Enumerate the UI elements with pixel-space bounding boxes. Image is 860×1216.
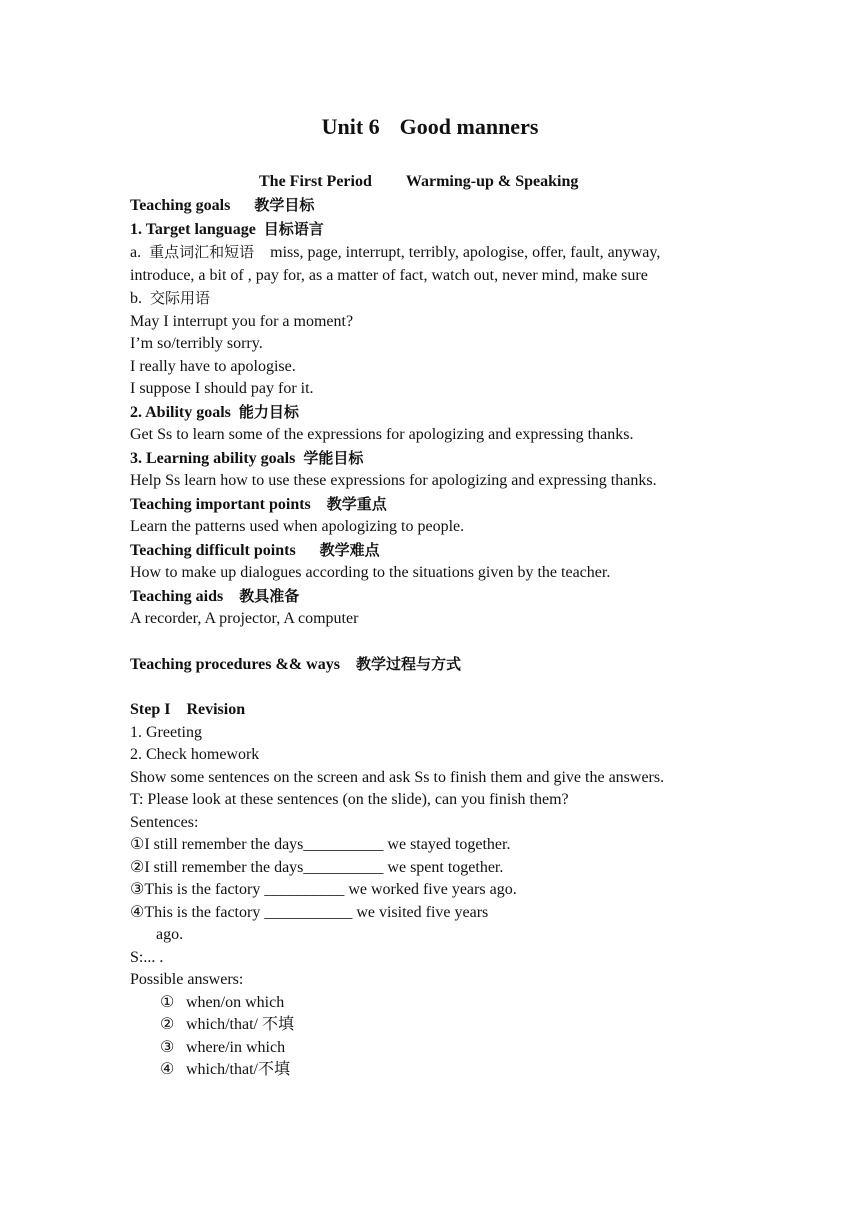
lesson-content	[130, 194, 740, 1082]
answer-text: when/on which	[186, 993, 285, 1011]
document-title	[0, 114, 860, 140]
expressions-label: 交际用语	[150, 289, 211, 307]
expression-line: I really have to apologise.	[130, 357, 296, 375]
heading-en: 3. Learning ability goals	[130, 449, 296, 467]
heading-cn: 学能目标	[303, 448, 364, 467]
teacher-line: T: Please look at these sentences (on the slide), can you finish them?	[130, 791, 569, 808]
heading-cn: 教学重点	[326, 494, 387, 513]
step-heading	[130, 699, 740, 722]
answer-item	[130, 1014, 740, 1037]
answer-text: which/that/ 不填	[186, 1016, 294, 1033]
answer-item	[130, 992, 740, 1015]
answer-number: ②	[160, 1016, 175, 1033]
step-item: 2. Check homework	[130, 746, 260, 763]
expression-line: I’m so/terribly sorry.	[130, 335, 263, 352]
answer-item	[130, 1037, 740, 1060]
vocabulary-line-2	[130, 265, 740, 288]
heading-cn: 目标语言	[263, 219, 324, 238]
ability-goals-text: Get Ss to learn some of the expressions for apologizing and expressing thanks.	[130, 426, 634, 443]
heading-en: 1. Target language	[130, 220, 256, 238]
item-prefix: a.	[130, 244, 142, 261]
period-label: The First Period	[259, 173, 372, 190]
answer-number: ①	[160, 993, 175, 1011]
blank-line	[130, 677, 740, 700]
vocabulary-words: introduce, a bit of , pay for, as a matter of fact, watch out, never mind, make sure	[130, 266, 648, 284]
answer-text: which/that/不填	[186, 1061, 290, 1078]
vocabulary-line	[130, 241, 740, 265]
period-topic: Warming-up & Speaking	[405, 173, 579, 190]
blank-line	[130, 631, 740, 654]
vocabulary-words: miss, page, interrupt, terribly, apologise, offer, fault, anyway,	[270, 244, 661, 261]
sentence-line: ②I still remember the days__________ we spent together.	[130, 858, 504, 876]
heading-en: 2. Ability goals	[130, 403, 231, 421]
ability-goals-heading	[130, 401, 740, 425]
important-points-text: Learn the patterns used when apologizing to people.	[130, 518, 465, 535]
step-number: Step I	[130, 701, 171, 718]
step-item: 1. Greeting	[130, 723, 202, 741]
heading-cn: 能力目标	[238, 402, 299, 421]
difficult-points-text: How to make up dialogues according to the situations given by the teacher.	[130, 564, 611, 581]
learning-goals-heading	[130, 447, 740, 471]
sentence-line: ④This is the factory ___________ we visited five years	[130, 903, 489, 921]
teaching-aids-heading	[130, 585, 740, 609]
important-points-heading	[130, 493, 740, 517]
learning-goals-text: Help Ss learn how to use these expressions for apologizing and expressing thanks.	[130, 472, 657, 489]
expression-line: May I interrupt you for a moment?	[130, 312, 354, 330]
student-line: S:... .	[130, 948, 164, 966]
period-heading	[259, 173, 578, 191]
heading-en: Teaching difficult points	[130, 541, 296, 559]
sentence-line: ①I still remember the days__________ we stayed together.	[130, 836, 511, 853]
expressions-heading	[130, 287, 740, 311]
step-instruction: Show some sentences on the screen and ask Ss to finish them and give the answers.	[130, 768, 665, 786]
unit-number: Unit 6	[321, 114, 380, 139]
item-prefix: b.	[130, 290, 142, 307]
expression-line: I suppose I should pay for it.	[130, 380, 314, 397]
answer-number: ③	[160, 1038, 175, 1056]
heading-en: Teaching procedures && ways	[130, 656, 340, 673]
answer-item	[130, 1059, 740, 1082]
vocabulary-label: 重点词汇和短语	[149, 243, 255, 261]
heading-en: Teaching important points	[130, 495, 311, 513]
heading-cn: 教学过程与方式	[355, 655, 461, 673]
sentence-continuation: ago.	[156, 926, 184, 943]
sentences-label: Sentences:	[130, 813, 199, 831]
sentence-line: ③This is the factory __________ we worked five years ago.	[130, 881, 517, 898]
heading-cn: 教学目标	[254, 196, 315, 214]
teaching-aids-text: A recorder, A projector, A computer	[130, 610, 359, 627]
unit-name: Good manners	[399, 114, 539, 139]
difficult-points-heading	[130, 539, 740, 563]
procedures-heading	[130, 653, 740, 677]
target-language-heading	[130, 218, 740, 242]
answer-number: ④	[160, 1061, 175, 1078]
answer-text: where/in which	[186, 1038, 286, 1056]
heading-en: Teaching goals	[130, 197, 231, 214]
heading-cn: 教学难点	[319, 540, 380, 559]
heading-en: Teaching aids	[130, 587, 224, 605]
teaching-goals-heading	[130, 194, 740, 218]
heading-cn: 教具准备	[239, 586, 300, 605]
answers-label: Possible answers:	[130, 971, 244, 988]
step-name: Revision	[186, 701, 246, 718]
